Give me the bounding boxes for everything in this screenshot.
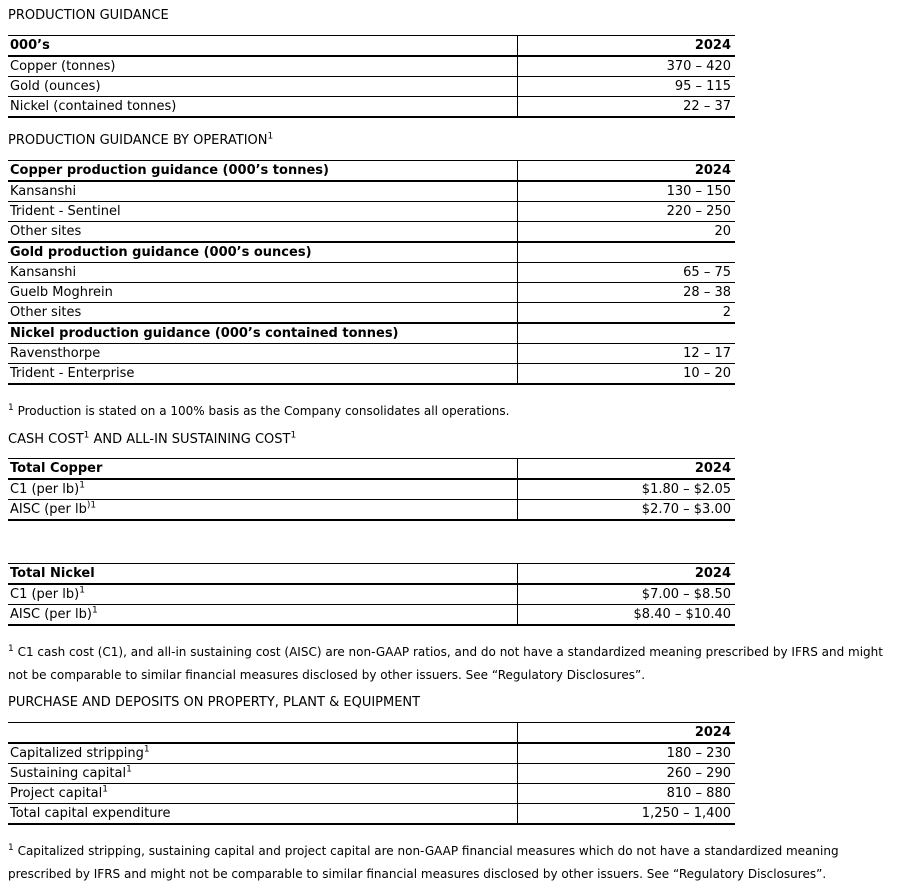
- row-value: 20: [517, 222, 735, 243]
- footnote-marker: 1: [8, 644, 14, 654]
- footnote-marker: 1: [91, 605, 98, 616]
- row-value: 28 – 38: [517, 283, 735, 303]
- row-value: 220 – 250: [517, 202, 735, 222]
- footnote-marker: 1: [102, 784, 108, 795]
- row-value: 370 – 420: [517, 56, 735, 77]
- column-header-metric: Total Copper: [8, 459, 517, 480]
- row-label-text: AISC (per lb): [10, 607, 92, 622]
- table-header-row: [8, 564, 735, 585]
- row-value: $8.40 – $10.40: [517, 605, 735, 626]
- row-label: [8, 764, 517, 784]
- row-label: Other sites: [8, 222, 517, 243]
- row-label-text: Total capital expenditure: [10, 806, 171, 821]
- footnote-marker: )1: [86, 500, 97, 511]
- column-header-2024: 2024: [517, 36, 735, 57]
- table-row: [8, 764, 735, 784]
- section-header-row: [8, 242, 735, 263]
- row-value: 130 – 150: [517, 181, 735, 202]
- section-header-empty-cell: [517, 323, 735, 344]
- column-header-2024: 2024: [517, 161, 735, 182]
- column-header-metric: Copper production guidance (000’s tonnes): [8, 161, 517, 182]
- table-row: [8, 77, 735, 97]
- table-row: [8, 584, 735, 605]
- column-header-2024: 2024: [517, 459, 735, 480]
- row-label-text: C1 (per lb): [10, 482, 80, 497]
- table-row: [8, 500, 735, 521]
- heading-text: CASH COST: [8, 432, 84, 447]
- row-label-text: Sustaining capital: [10, 766, 127, 781]
- table-header-row: [8, 459, 735, 480]
- footnote-marker: 1: [79, 480, 85, 491]
- footnote-production: [8, 400, 890, 423]
- table-row: [8, 605, 735, 626]
- section-header-row: [8, 323, 735, 344]
- overall-guidance-table: [8, 35, 735, 118]
- row-value: 22 – 37: [517, 97, 735, 118]
- footnote-marker: 1: [143, 744, 150, 755]
- table-header-row: [8, 36, 735, 57]
- row-label: [8, 605, 517, 626]
- row-label: Trident - Sentinel: [8, 202, 517, 222]
- column-header-metric: Total Nickel: [8, 564, 517, 585]
- footnote-text: Capitalized stripping, sustaining capital and project capital are non-GAAP financial measures which do not have a standardized meaning prescribed by IFRS and might not be comparable to similar financial measures disclosed by other issuers. See “Regulatory Disclosures”.: [8, 844, 839, 881]
- footnote-marker: 1: [8, 403, 14, 413]
- row-value: 95 – 115: [517, 77, 735, 97]
- column-header-2024: 2024: [517, 723, 735, 744]
- table-row: [8, 222, 735, 243]
- table-row: [8, 202, 735, 222]
- footnote-marker: 1: [267, 131, 274, 142]
- row-label: Guelb Moghrein: [8, 283, 517, 303]
- footnote-marker: 1: [8, 843, 14, 853]
- row-label: Other sites: [8, 303, 517, 324]
- footnote-marker: 1: [79, 585, 85, 596]
- footnote-text: Production is stated on a 100% basis as the Company consolidates all operations.: [17, 404, 510, 418]
- row-value: $1.80 – $2.05: [517, 479, 735, 500]
- column-header-2024: 2024: [517, 564, 735, 585]
- heading-by-operation: [8, 133, 890, 149]
- table-row: [8, 479, 735, 500]
- row-label-text: AISC (per lb: [10, 502, 87, 517]
- row-value: 810 – 880: [517, 784, 735, 804]
- row-value: 180 – 230: [517, 743, 735, 764]
- row-label: [8, 804, 517, 825]
- row-label: Trident - Enterprise: [8, 364, 517, 385]
- row-value: 65 – 75: [517, 263, 735, 283]
- row-value: 2: [517, 303, 735, 324]
- copper-cost-table: [8, 458, 735, 521]
- row-value: $7.00 – $8.50: [517, 584, 735, 605]
- footnote-text: C1 cash cost (C1), and all-in sustaining cost (AISC) are non-GAAP ratios, and do not have a standardized meaning prescribed by IFRS and might not be comparable to similar financial measures disclosed by other issuers. See “Regulatory Disclosures”.: [8, 645, 883, 682]
- row-value: 260 – 290: [517, 764, 735, 784]
- row-label: [8, 743, 517, 764]
- heading-text: PRODUCTION GUIDANCE BY OPERATION: [8, 133, 268, 148]
- section-header-label: Nickel production guidance (000’s contained tonnes): [8, 323, 517, 344]
- row-value: 12 – 17: [517, 344, 735, 364]
- row-label: Nickel (contained tonnes): [8, 97, 517, 118]
- table-row: [8, 344, 735, 364]
- table-row: [8, 743, 735, 764]
- row-label: Ravensthorpe: [8, 344, 517, 364]
- row-label-text: Capitalized stripping: [10, 746, 144, 761]
- table-row: [8, 97, 735, 118]
- heading-ppe: PURCHASE AND DEPOSITS ON PROPERTY, PLANT & EQUIPMENT: [8, 695, 421, 710]
- row-label-text: C1 (per lb): [10, 587, 80, 602]
- table-row: [8, 181, 735, 202]
- table-row: [8, 784, 735, 804]
- table-header-row: [8, 723, 735, 744]
- row-label: Kansanshi: [8, 181, 517, 202]
- nickel-cost-table: [8, 563, 735, 626]
- section-header-label: Gold production guidance (000’s ounces): [8, 242, 517, 263]
- heading-text: AND ALL-IN SUSTAINING COST: [89, 432, 291, 447]
- table-row: [8, 804, 735, 825]
- by-operation-table: [8, 160, 735, 385]
- table-row: [8, 263, 735, 283]
- table-row: [8, 303, 735, 324]
- footnote-cost: [8, 641, 890, 687]
- row-label: Gold (ounces): [8, 77, 517, 97]
- footnote-marker: 1: [126, 764, 132, 775]
- table-header-row: [8, 161, 735, 182]
- row-label: [8, 584, 517, 605]
- footnote-marker: 1: [290, 430, 297, 441]
- table-row: [8, 56, 735, 77]
- row-label: Kansanshi: [8, 263, 517, 283]
- heading-cash-cost: [8, 432, 890, 448]
- row-label: Copper (tonnes): [8, 56, 517, 77]
- capex-table: [8, 722, 735, 825]
- row-value: $2.70 – $3.00: [517, 500, 735, 521]
- row-value: 1,250 – 1,400: [517, 804, 735, 825]
- row-label: [8, 500, 517, 521]
- footnote-marker: 1: [83, 430, 90, 441]
- heading-production-guidance: PRODUCTION GUIDANCE: [8, 8, 169, 23]
- section-header-empty-cell: [517, 242, 735, 263]
- row-label: [8, 479, 517, 500]
- table-row: [8, 364, 735, 385]
- column-header-metric: 000’s: [8, 36, 517, 57]
- column-header-metric: [8, 723, 517, 744]
- row-label-text: Project capital: [10, 786, 103, 801]
- row-label: [8, 784, 517, 804]
- footnote-capex: [8, 840, 890, 886]
- table-row: [8, 283, 735, 303]
- row-value: 10 – 20: [517, 364, 735, 385]
